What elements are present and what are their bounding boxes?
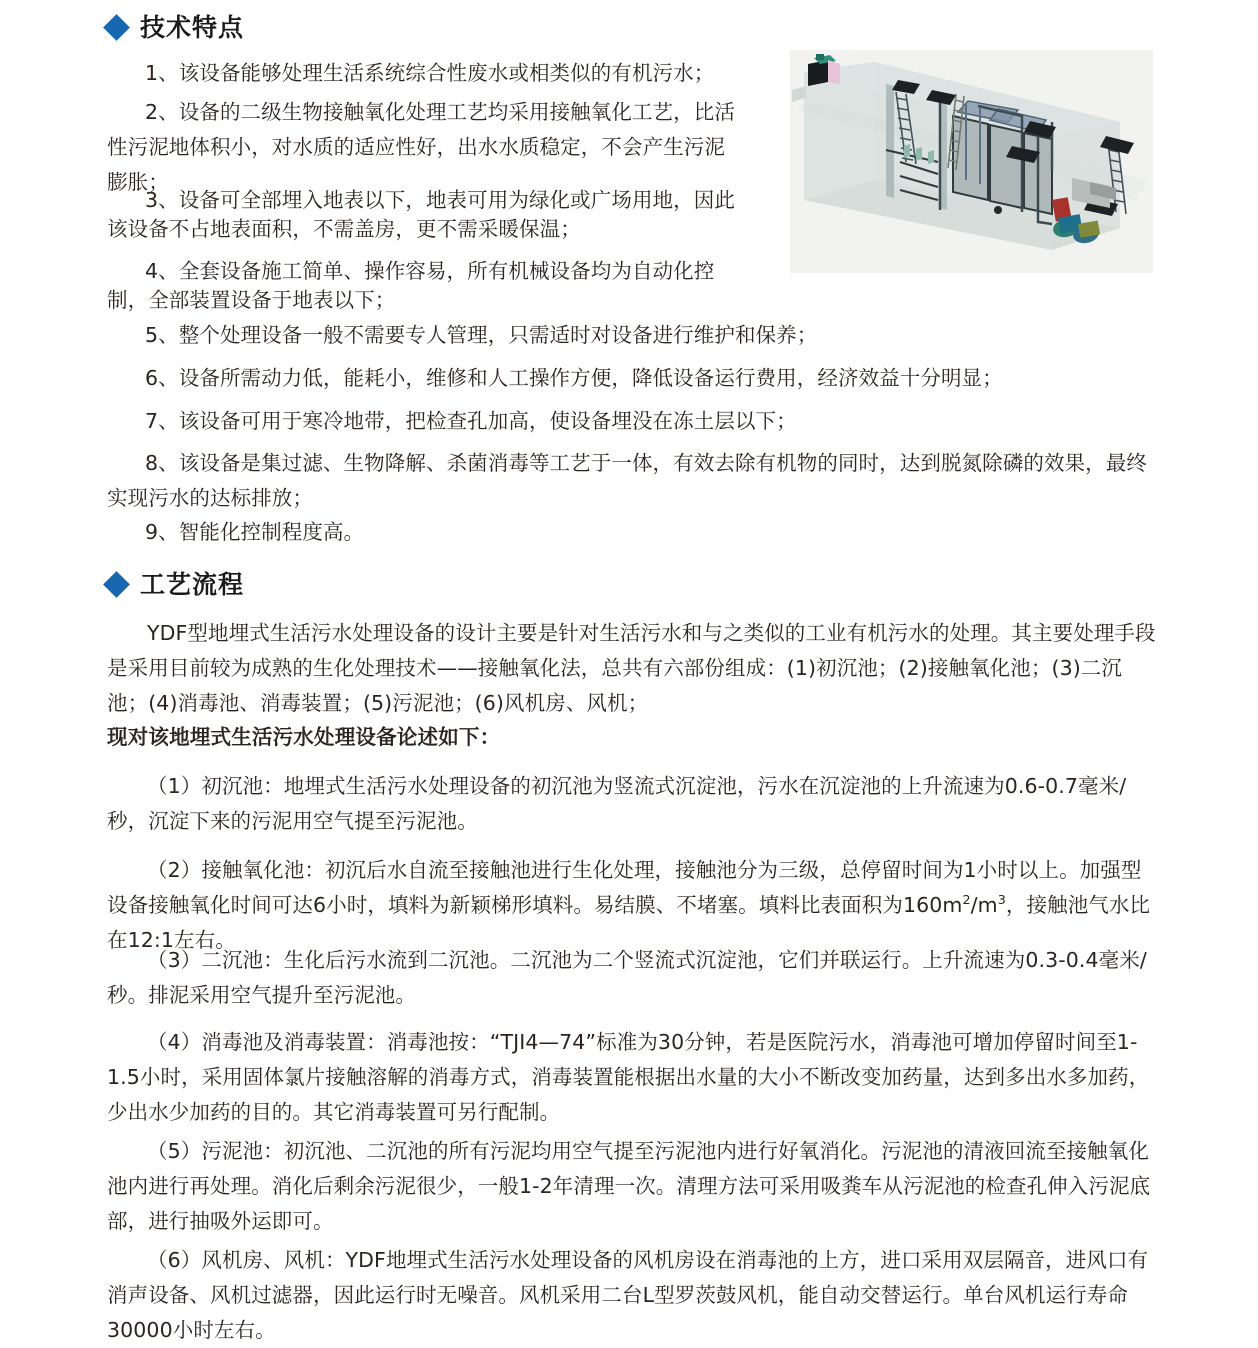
superscript-cube: 3 — [997, 892, 1006, 908]
equipment-3d-render-figure — [790, 50, 1153, 273]
process-paragraph-2-part-b: /m — [970, 893, 998, 917]
feature-item-6: 6、设备所需动力低，能耗小，维修和人工操作方便，降低设备运行费用，经济效益十分明显； — [145, 366, 1003, 390]
equipment-render-svg — [790, 50, 1153, 273]
process-paragraph-5: （5）污泥池：初沉池、二沉池的所有污泥均用空气提至污泥池内进行好氧消化。污泥池的清液回流至接触氧化池内进行再处理。消化后剩余污泥很少，一般1-2年清理一次。清理方法可采用吸粪车从污泥池的检查孔伸入污泥底部，进行抽吸外运即可。 — [107, 1139, 1151, 1233]
process-paragraph-4: （4）消毒池及消毒装置：消毒池按：“TJI4—74”标准为30分钟，若是医院污水，消毒池可增加停留时间至1-1.5小时，采用固体氯片接触溶解的消毒方式，消毒装置能根据出水量的大小不断改变加药量，达到多出水多加药，少出水少加药的目的。其它消毒装置可另行配制。 — [107, 1030, 1150, 1124]
feature-item-7: 7、该设备可用于寒冷地带，把检查孔加高，使设备埋没在冻土层以下； — [145, 409, 797, 433]
process-paragraph-6: （6）风机房、风机：YDF地埋式生活污水处理设备的风机房设在消毒池的上方，进口采用双层隔音，进风口有消声设备、风机过滤器，因此运行时无噪音。风机采用二台L型罗茨鼓风机，能自动交替运行。单台风机运行寿命30000小时左右。 — [107, 1248, 1149, 1342]
process-paragraph-2-part-c: ，接触池气水比在12:1左右。 — [107, 893, 1151, 952]
feature-item-3: 3、设备可全部埋入地表以下，地表可用为绿化或广场用地，因此该设备不占地表面积，不需盖房，更不需采暖保温； — [107, 188, 735, 241]
section-heading-process — [107, 572, 244, 597]
process-subheading: 现对该地埋式生活污水处理设备论述如下： — [107, 725, 501, 749]
superscript-square: 2 — [962, 892, 971, 908]
feature-item-2: 2、设备的二级生物接触氧化处理工艺均采用接触氧化工艺，比活性污泥地体积小，对水质的适应性好，出水水质稳定，不会产生污泥膨胀； — [107, 100, 735, 194]
feature-item-8: 8、该设备是集过滤、生物降解、杀菌消毒等工艺于一体，有效去除有机物的同时，达到脱氮除磷的效果，最终实现污水的达标排放； — [107, 451, 1147, 510]
section-heading-features — [107, 15, 244, 40]
feature-item-1: 1、该设备能够处理生活系统综合性废水或相类似的有机污水； — [145, 61, 715, 85]
process-paragraph-3: （3）二沉池：生化后污水流到二沉池。二沉池为二个竖流式沉淀池，它们并联运行。上升流速为0.3-0.4毫米/秒。排泥采用空气提升至污泥池。 — [107, 948, 1147, 1007]
diamond-bullet-icon — [103, 14, 130, 41]
process-intro-paragraph: YDF型地埋式生活污水处理设备的设计主要是针对生活污水和与之类似的工业有机污水的处理。其主要处理手段是采用目前较为成熟的生化处理技术——接触氧化法，总共有六部份组成：(1)初沉池；(2)接触氧化池；(3)二沉池；(4)消毒池、消毒装置；(5)污泥池；(6)风机房、风机； — [107, 621, 1156, 715]
feature-item-9: 9、智能化控制程度高。 — [145, 520, 365, 544]
feature-item-5: 5、整个处理设备一般不需要专人管理，只需适时对设备进行维护和保养； — [145, 323, 818, 347]
diamond-bullet-icon — [103, 571, 130, 598]
feature-item-4: 4、全套设备施工简单、操作容易，所有机械设备均为自动化控制，全部装置设备于地表以下； — [107, 259, 715, 312]
process-paragraph-1: （1）初沉池：地埋式生活污水处理设备的初沉池为竖流式沉淀池，污水在沉淀池的上升流速为0.6-0.7毫米/秒，沉淀下来的污泥用空气提至污泥池。 — [107, 774, 1127, 833]
features-heading-label: 技术特点 — [140, 13, 245, 42]
process-paragraph-2-part-a: （2）接触氧化池：初沉后水自流至接触池进行生化处理，接触池分为三级，总停留时间为1小时以上。加强型设备接触氧化时间可达6小时，填料为新颖梯形填料。易结膜、不堵塞。填料比表面积为160m — [107, 858, 1142, 917]
process-heading-label: 工艺流程 — [140, 570, 245, 599]
